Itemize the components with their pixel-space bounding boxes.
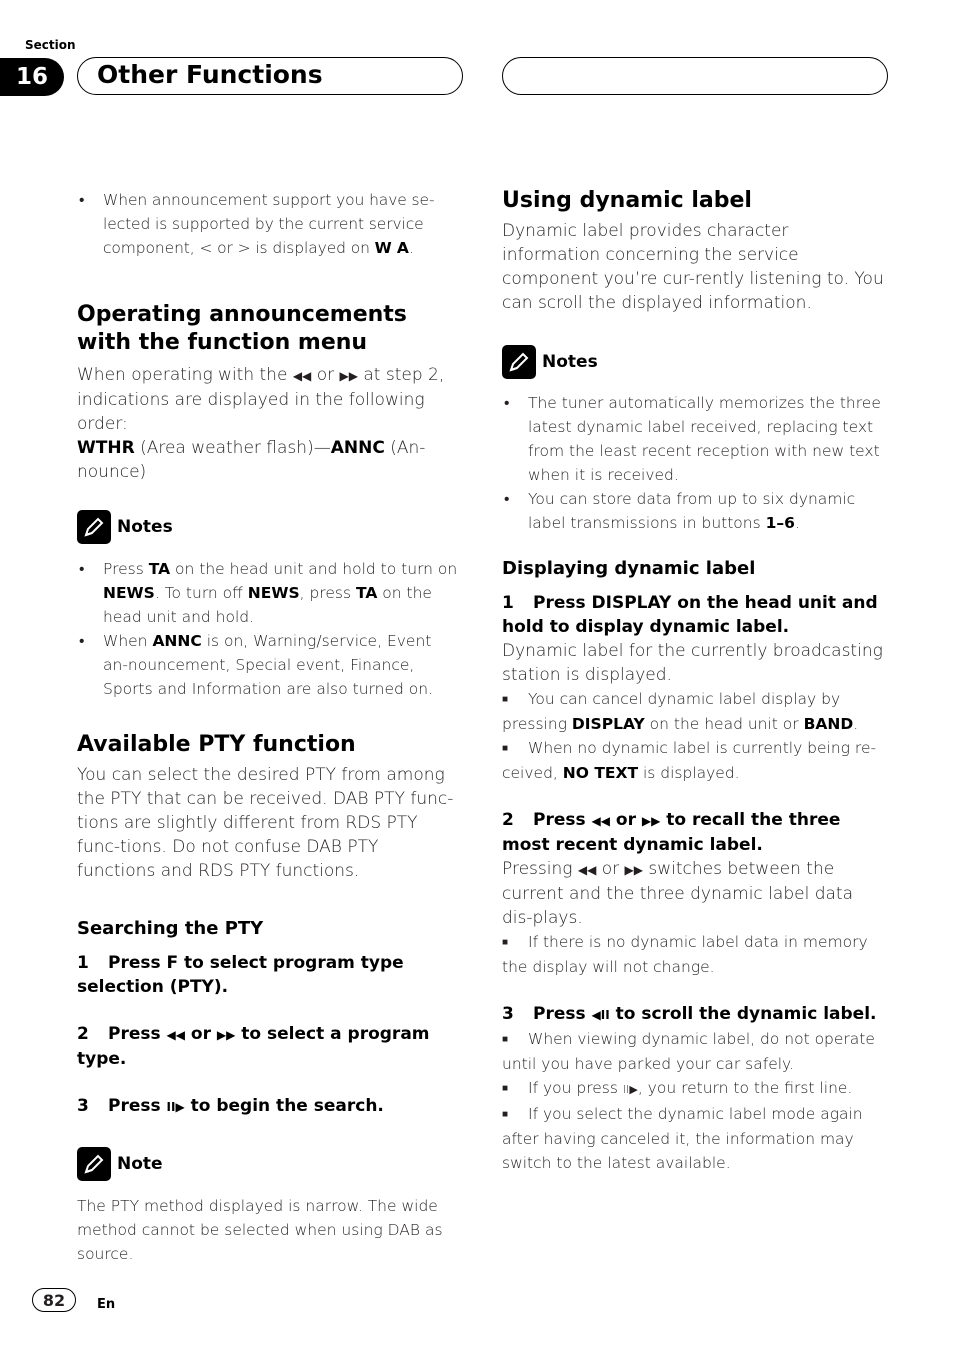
language-label: En <box>97 1297 116 1312</box>
next-icon: ▶▶ <box>624 863 643 877</box>
operating-order: WTHR (Area weather flash)—ANNC (An-nounce) <box>77 438 426 482</box>
step-2: 2 Press ◀◀ or ▶▶ to recall the three most recent dynamic label. <box>502 810 841 855</box>
step-2: 2 Press ◀◀ or ▶▶ to select a program type. <box>77 1024 430 1069</box>
step-2-body: Pressing ◀◀ or ▶▶ switches between the current and the three dynamic label data dis-plays. <box>502 859 853 928</box>
square-note: ■ If you select the dynamic label mode again after having canceled it, the information may switch to the latest available. <box>502 1105 863 1172</box>
note-item: • Press TA on the head unit and hold to turn on NEWS. To turn off NEWS, press TA on the head unit and hold. <box>77 557 461 629</box>
step-3: 3 Press ◀II to scroll the dynamic label. <box>502 1004 877 1024</box>
step-1-body: Dynamic label for the currently broadcasting station is displayed. <box>502 641 883 685</box>
square-note: ■ If you press II▶, you return to the first line. <box>502 1076 886 1102</box>
notes-block-right <box>502 345 886 535</box>
search-heading: Searching the PTY <box>77 918 264 939</box>
dynamic-label-section <box>502 187 886 315</box>
displaying-section <box>502 557 886 1175</box>
note-block-single <box>77 1147 461 1266</box>
prev-icon: ◀◀ <box>292 369 312 383</box>
note-pencil-icon <box>77 510 111 544</box>
header-right-frame <box>502 57 888 95</box>
displaying-heading: Displaying dynamic label <box>502 558 756 579</box>
square-bullet-icon: ■ <box>502 937 509 948</box>
next-icon: ▶▶ <box>641 814 661 828</box>
page-number: 82 <box>32 1288 76 1312</box>
play-pause-icon: II▶ <box>166 1100 185 1114</box>
pty-section <box>77 731 461 883</box>
square-bullet-icon: ■ <box>502 1083 509 1094</box>
square-note: ■ You can cancel dynamic label display by pressing DISPLAY on the head unit or BAND. <box>502 690 859 733</box>
dynamic-body: Dynamic label provides character information concerning the service component you’re cur-rently listening to. You can scroll the displayed information. <box>502 221 884 313</box>
square-bullet-icon: ■ <box>502 1034 509 1045</box>
note-title: Note <box>117 1154 163 1174</box>
prev-icon: ◀◀ <box>166 1028 185 1042</box>
note-item: • When ANNC is on, Warning/service, Event an-nouncement, Special event, Finance, Sports and Information are also turned on. <box>77 629 461 701</box>
note-body: The PTY method displayed is narrow. The wide method cannot be selected when using DAB as source. <box>77 1197 443 1263</box>
pty-heading: Available PTY function <box>77 732 356 757</box>
pause-scroll-icon: ◀II <box>591 1008 610 1022</box>
step-1: 1 Press DISPLAY on the head unit and hold to display dynamic label. <box>502 593 878 637</box>
square-note: ■ If there is no dynamic label data in memory the display will not change. <box>502 933 868 976</box>
square-note: ■ When viewing dynamic label, do not operate until you have parked your car safely. <box>502 1030 875 1073</box>
next-icon: ▶▶ <box>339 369 358 383</box>
dynamic-heading: Using dynamic label <box>502 188 752 213</box>
square-note: ■ When no dynamic label is currently being re-ceived, NO TEXT is displayed. <box>502 739 877 782</box>
note-item: • You can store data from up to six dynamic label transmissions in buttons 1–6. <box>502 487 886 535</box>
notes-block-left <box>77 510 461 701</box>
left-intro <box>77 188 461 260</box>
next-icon: ▶▶ <box>216 1028 236 1042</box>
section-number-badge: 16 <box>0 58 64 96</box>
square-bullet-icon: ■ <box>502 1109 509 1120</box>
note-item: • The tuner automatically memorizes the three latest dynamic label received, replacing text from the least recent reception with new text when it is received. <box>502 391 886 487</box>
step-3: 3 Press II▶ to begin the search. <box>77 1096 384 1116</box>
notes-title: Notes <box>117 517 173 537</box>
note-pencil-icon <box>77 1147 111 1181</box>
play-pause-icon: II▶ <box>622 1083 638 1096</box>
step-1: 1 Press F to select program type selection (PTY). <box>77 953 404 997</box>
operating-section <box>77 301 461 484</box>
search-section <box>77 917 461 1119</box>
page-title: Other Functions <box>97 60 323 89</box>
intro-bullet: • When announcement support you have se-lected is supported by the current service component, < or > is displayed on W A. <box>77 188 461 260</box>
square-bullet-icon: ■ <box>502 743 509 754</box>
prev-icon: ◀◀ <box>591 814 610 828</box>
operating-heading: Operating announcements with the function menu <box>77 302 407 355</box>
operating-body: When operating with the ◀◀ or ▶▶ at step 2, indications are displayed in the following order: <box>77 365 445 434</box>
notes-title: Notes <box>542 352 598 372</box>
section-label: Section <box>25 38 76 52</box>
pty-body: You can select the desired PTY from among the PTY that can be received. DAB PTY func-tions are slightly different from RDS PTY func-tions. Do not confuse DAB PTY functions and RDS PTY functions. <box>77 765 454 881</box>
prev-icon: ◀◀ <box>577 863 597 877</box>
square-bullet-icon: ■ <box>502 694 509 705</box>
note-pencil-icon <box>502 345 536 379</box>
